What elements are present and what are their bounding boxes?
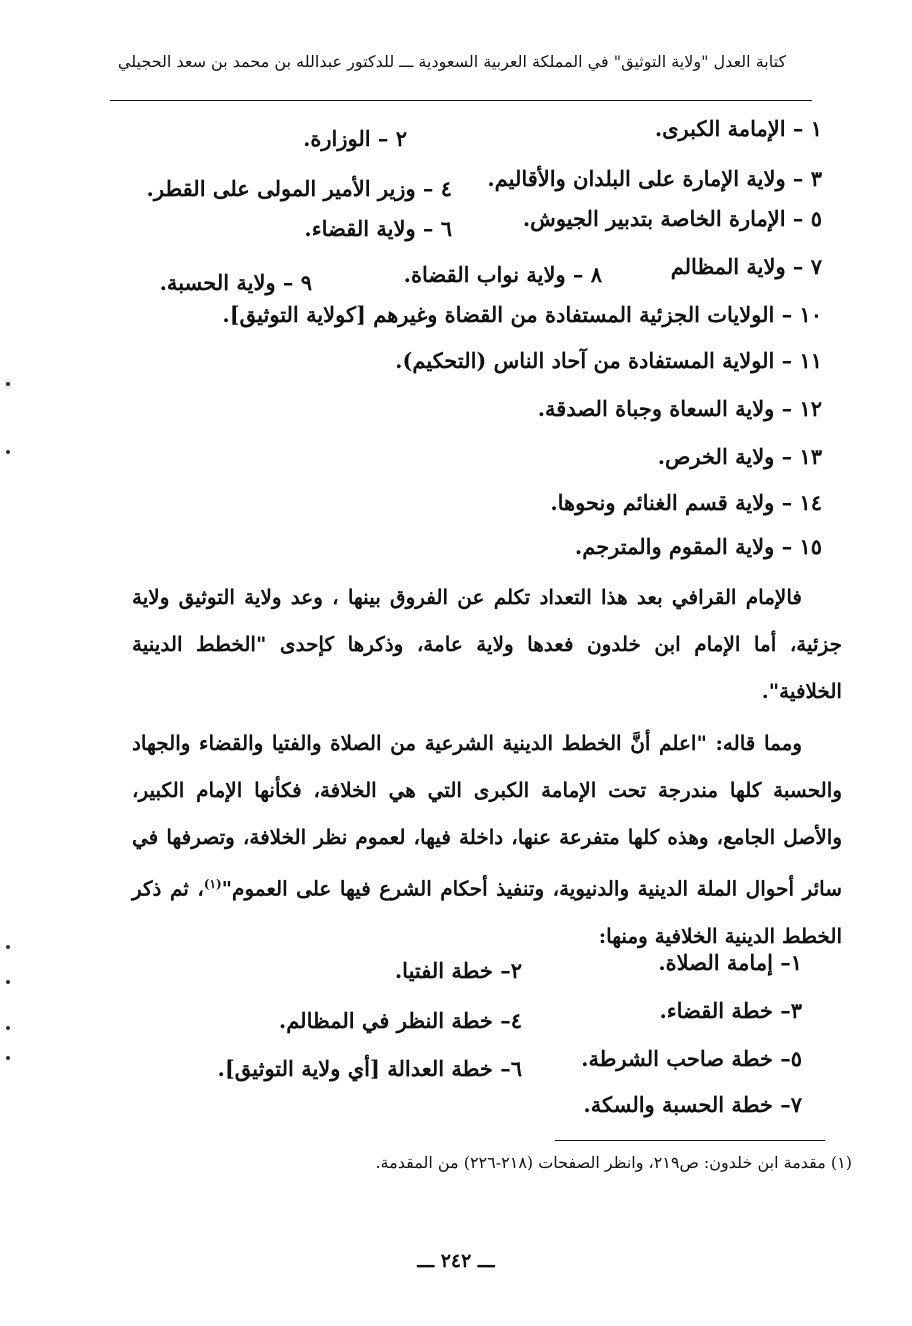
list-item: ٦– خطة العدالة [أي ولاية التوثيق].	[217, 1056, 522, 1081]
list-item: ٩ – ولاية الحسبة.	[159, 270, 312, 295]
list-item: ٨ – ولاية نواب القضاة.	[403, 262, 602, 287]
footnote: (١) مقدمة ابن خلدون: ص٢١٩، وانظر الصفحات (٢١٨-٢٢٦) من المقدمة.	[375, 1153, 852, 1172]
list-item: ١٠ – الولايات الجزئية المستفادة من القضاة وغيرهم [كولاية التوثيق].	[222, 302, 822, 327]
list-item: ٣– خطة القضاء.	[659, 998, 802, 1023]
list-item: ٧– خطة الحسبة والسكة.	[583, 1092, 802, 1117]
paragraph-ibn-khaldun	[132, 720, 842, 960]
quotation-tail: ، ثم ذكر الخطط الدينية الخلافية ومنها:	[132, 876, 842, 948]
list-item: ٢– خطة الفتيا.	[394, 958, 522, 983]
list-item: ٧ – ولاية المظالم	[670, 254, 822, 279]
scan-speck	[6, 1026, 10, 1030]
list-item: ٥ – الإمارة الخاصة بتدبير الجيوش.	[522, 206, 822, 231]
list-item: ١٣ – ولاية الخرص.	[657, 444, 822, 469]
list-item: ١١ – الولاية المستفادة من آحاد الناس (التحكيم).	[395, 348, 822, 373]
list-item: ٣ – ولاية الإمارة على البلدان والأقاليم.	[487, 166, 822, 191]
list-item: ٤ – وزير الأمير المولى على القطر.	[146, 176, 452, 201]
list-item: ١٤ – ولاية قسم الغنائم ونحوها.	[550, 490, 822, 515]
list-item: ٢ – الوزارة.	[303, 126, 407, 151]
list-item: ١ – الإمامة الكبرى.	[654, 116, 822, 141]
list-item: ١٥ – ولاية المقوم والمترجم.	[574, 534, 822, 559]
quotation-text: ومما قاله: "اعلم أنَّ الخطط الدينية الشرعية من الصلاة والفتيا والقضاء والجهاد والحسبة كلها مندرجة تحت الإمامة الكبرى التي هي الخلافة، فكأنها الإمام الكبير، والأصل الجامع، وهذه كلها متفرعة عنها، داخلة فيها، لعموم نظر الخلافة، وتصرفها في سائر أحوال الملة الدينية والدنيوية، وتنفيذ أحكام الشرع فيها على العموم"	[132, 731, 842, 901]
footnote-ref: (١)	[203, 877, 222, 891]
list-item: ٤– خطة النظر في المظالم.	[278, 1008, 522, 1033]
scan-speck	[6, 382, 10, 386]
scan-speck	[6, 1056, 10, 1060]
list-item: ١– إمامة الصلاة.	[658, 950, 802, 975]
list-item: ٥– خطة صاحب الشرطة.	[581, 1046, 802, 1071]
list-item: ٦ – ولاية القضاء.	[304, 216, 452, 241]
footnote-rule	[555, 1140, 825, 1141]
list-item: ١٢ – ولاية السعاة وجباة الصدقة.	[537, 396, 822, 421]
running-header: كتابة العدل "ولاية التوثيق" في المملكة العربية السعودية ـــ للدكتور عبدالله بن محمد بن سعد الحجيلي	[117, 52, 787, 71]
header-rule	[110, 100, 812, 101]
page-number: ـــ ٢٤٢ ـــ	[417, 1250, 495, 1272]
scan-speck	[6, 450, 10, 454]
scan-speck	[6, 945, 10, 949]
paragraph-qarafi: فالإمام القرافي بعد هذا التعداد تكلم عن الفروق بينها ، وعد ولاية التوثيق ولاية جزئية، أما الإمام ابن خلدون فعدها ولاية عامة، وذكرها كإحدى "الخطط الدينية الخلافية".	[132, 585, 842, 703]
scan-speck	[6, 980, 10, 984]
